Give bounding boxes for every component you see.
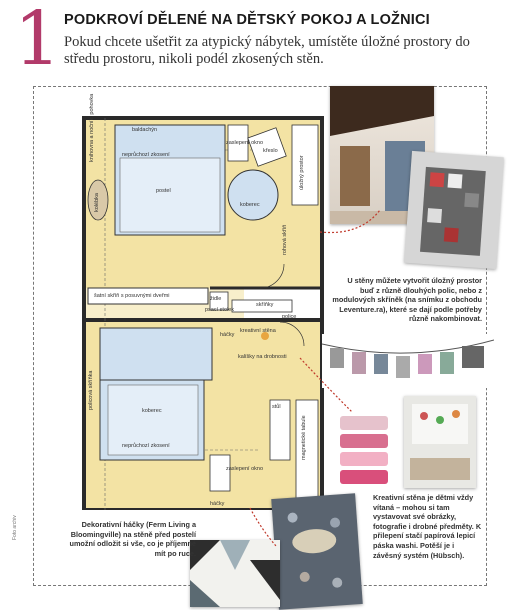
photo-credit: Foto archiv bbox=[12, 515, 18, 540]
plan-label-nepruchozi-top: neprůchozí zkosení bbox=[122, 152, 170, 158]
plan-label-kreslo: křeslo bbox=[263, 148, 278, 154]
plan-label-zaslepeni-top: zaslepení okno bbox=[226, 140, 263, 146]
plan-label-zidle: židle bbox=[210, 296, 222, 302]
plan-label-nepruchozi-bottom: neprůchozí zkosení bbox=[122, 443, 170, 449]
plan-label-ulozny: úložný prostor bbox=[299, 155, 305, 190]
plan-label-koberec-top: koberec bbox=[240, 202, 260, 208]
caption-creative-wall: Kreativní stěna je dětmi vždy vítaná – mohou si tam vystavovat své obrázky, fotografie i drobné předměty. K přilepení stačí papírová lepicí páska washi. Potěší je i závěsný systém (Hübsch). bbox=[373, 493, 482, 560]
plan-label-kolebka: kolébka bbox=[94, 193, 100, 212]
intro-text: Pokud chcete ušetřit za atypický nábytek, umístěte úložné prostory do středu prostoru, nikoli podél zkosených stěn. bbox=[64, 34, 470, 67]
plan-label-police: police bbox=[282, 314, 297, 320]
caption-storage: U stěny můžete vytvořit úložný prostor buď z různě dlouhých polic, nebo z modulových skříněk (na snímku z obchodu Leventure.ra), které se dají podle potřeby různě nakombinovat. bbox=[332, 276, 482, 324]
plan-label-kreativni: kreativní stěna bbox=[240, 328, 276, 334]
plan-label-policova: policová skříňka bbox=[88, 370, 94, 410]
plan-label-baldachyn: baldachýn bbox=[132, 127, 158, 133]
plan-label-zaslepeni-bottom: zaslepení okno bbox=[226, 466, 263, 472]
plan-label-skrine: šatní skříň s posuvnými dveřmi bbox=[94, 293, 170, 299]
section-number: 1 bbox=[14, 0, 62, 82]
caption-hooks: Dekorativní háčky (Ferm Living a Bloomingville) na stěně před postelí umožní odložit si vše, co je příjemné mít po ruce. bbox=[69, 520, 196, 558]
arrow-storage bbox=[320, 210, 380, 233]
plan-label-skrinky: skříňky bbox=[256, 302, 274, 308]
arrow-creative bbox=[300, 358, 352, 412]
plan-label-magneticke: magnetické tabule bbox=[301, 415, 307, 460]
plan-label-koberec-bottom: koberec bbox=[142, 408, 162, 414]
plan-label-stul: stůl bbox=[272, 404, 281, 410]
plan-label-hacky-bottom: háčky bbox=[210, 501, 225, 507]
plan-label-kalisky: kalíšky na drobnosti bbox=[238, 354, 287, 360]
plan-label-rohova: rohová skříň bbox=[282, 224, 288, 255]
arrow-hooks bbox=[250, 508, 276, 546]
plan-label-psaci-stolek: psací stolek bbox=[205, 307, 235, 313]
plan-label-knihovna: knihovna a nočník, pohovka bbox=[89, 93, 95, 162]
page-title: PODKROVÍ DĚLENÉ NA DĚTSKÝ POKOJ A LOŽNICI bbox=[64, 12, 430, 28]
plan-label-hacky-top: háčky bbox=[220, 332, 235, 338]
plan-label-postel-top: postel bbox=[156, 188, 171, 194]
